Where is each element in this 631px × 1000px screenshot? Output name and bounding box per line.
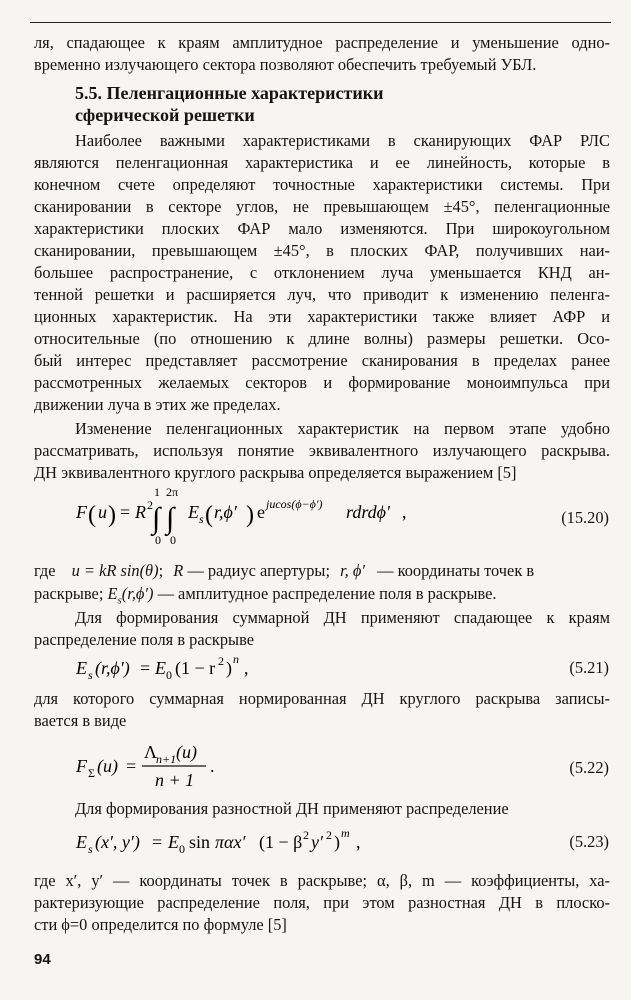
- equation-15-20-svg: [0, 478, 560, 547]
- eq-lhs-arg: u: [98, 502, 107, 522]
- eq-den: n + 1: [155, 770, 195, 790]
- text-line: сканировании в секторе углов, не превышающем ±45°, пеленгационные: [34, 197, 610, 216]
- eq-sin: sin: [189, 832, 211, 852]
- where-word: где: [34, 561, 56, 580]
- eq-lhs-fn: F: [76, 502, 87, 522]
- text-line: тенной решетки и расширяется луч, что приводит к изменению пеленга-: [34, 285, 610, 304]
- eq-E0: E: [168, 832, 179, 852]
- eq-E-sub: s: [88, 842, 93, 856]
- equation-number: (15.20): [561, 508, 609, 527]
- eq-E: E: [188, 502, 199, 522]
- eq-paren: ): [108, 502, 116, 528]
- eq-e: e: [257, 502, 265, 522]
- text-line: движении луча в этих же пределах.: [34, 395, 281, 414]
- eq-open: (1 − β: [259, 832, 303, 852]
- eq-y-exp: 2: [326, 828, 332, 842]
- eq-E0: E: [155, 658, 166, 678]
- text-line: ля, спадающее к краям амплитудное распределение и уменьшение одно-: [34, 33, 610, 52]
- equation-15-20: [0, 478, 631, 547]
- text-line: ДН эквивалентного круглого раскрыва определяется выражением [5]: [34, 463, 517, 482]
- eq-comma: ,: [402, 502, 407, 522]
- eq-dot: .: [210, 756, 215, 776]
- text-line: Для формирования суммарной ДН применяют спадающее к краям: [75, 608, 610, 627]
- section-title-line: сферической решетки: [75, 105, 255, 125]
- text-line: временно излучающего сектора позволяют обеспечить требуемый УБЛ.: [34, 55, 537, 74]
- eq-n-exp: n: [233, 652, 239, 666]
- u-definition: u = kR sin(θ): [71, 561, 159, 580]
- text-line: распределение поля в раскрыве: [34, 630, 254, 649]
- text-line: рассматривать, используя понятие эквивалентного излучающего раскрыва.: [34, 441, 610, 460]
- aperture-text: раскрыве;: [34, 584, 104, 603]
- eq-F: F: [76, 756, 87, 776]
- int2-upper: 2π: [166, 485, 179, 499]
- eq-E-sub: s: [88, 668, 93, 682]
- paragraph-3: [34, 607, 610, 651]
- eq-R: R: [135, 502, 146, 522]
- phi-symbol: ϕ′: [352, 561, 365, 580]
- radius-text: — радиус апертуры;: [187, 561, 331, 580]
- text-line: характеристики плоских ФАР мало изменяются. При широкоугольном: [34, 219, 610, 238]
- coords-text: — координаты точек в: [377, 561, 535, 580]
- text-line: бый интерес представляет рассмотрение сканирования в пределах ранее: [34, 351, 610, 370]
- intro-paragraph: [34, 32, 610, 76]
- equation-5-23-svg: [0, 822, 560, 872]
- text-line: рассмотренных желаемых секторов и формирование моноимпульса при: [34, 373, 610, 392]
- amplitude-text: — амплитудное распределение поля в раскрыве.: [157, 584, 497, 603]
- eq-F-sub: Σ: [88, 766, 95, 780]
- eq-r-exp: 2: [218, 654, 224, 668]
- section-title-line: 5.5. Пеленгационные характеристики: [75, 83, 384, 103]
- eq-comma: ,: [356, 832, 361, 852]
- eq-E: E: [76, 832, 87, 852]
- text-line: для которого суммарная нормированная ДН круглого раскрыва записы-: [34, 689, 610, 708]
- eq-E-sub: s: [199, 512, 204, 526]
- page-number: 94: [34, 951, 51, 968]
- eq-tail: rdrdϕ′: [346, 502, 390, 522]
- text-line: относительные (по отношению к длине волны) размеры решетки. Осо-: [34, 329, 610, 348]
- eq-equals: =: [120, 502, 131, 522]
- paragraph-4: [34, 688, 610, 732]
- text-line: большее распространение, с отклонением луча уменьшается КНД ан-: [34, 263, 610, 282]
- where-line-1: [34, 560, 610, 582]
- Es-args: (r,ϕ′): [121, 584, 154, 603]
- paragraph-2: [34, 418, 610, 484]
- paragraph-5: [34, 798, 610, 820]
- eq-m-exp: m: [341, 826, 350, 840]
- eq-num: Λ: [144, 742, 158, 762]
- equation-5-22: [0, 736, 631, 796]
- text-line: сканировании, превышающем ±45°, в плоских ФАР, получивших наи-: [34, 241, 610, 260]
- text-line: Для формирования разностной ДН применяют распределение: [75, 799, 509, 818]
- Es-sub: s: [117, 594, 122, 607]
- eq-paren: (: [205, 502, 213, 528]
- int2-lower: 0: [170, 533, 176, 547]
- eq-equals: =: [140, 658, 151, 678]
- text-line: сти ϕ=0 определится по формуле [5]: [34, 915, 287, 934]
- text-line: вается в виде: [34, 711, 127, 730]
- equation-5-22-svg: [0, 736, 560, 796]
- eq-y: y′: [311, 832, 323, 852]
- text-line: где x′, y′ — координаты точек в раскрыве; α, β, m — коэффициенты, ха-: [34, 871, 610, 890]
- eq-arg: παx′: [215, 832, 246, 852]
- eq-comma: ,: [244, 658, 249, 678]
- text-line: являются пеленгационная характеристика и ее линейность, которые в: [34, 153, 610, 172]
- eq-equals: =: [152, 832, 163, 852]
- eq-args: (x′, y′): [95, 832, 140, 852]
- eq-equals: =: [126, 756, 137, 776]
- text-line: Изменение пеленгационных характеристик на первом этапе удобно: [75, 419, 610, 438]
- eq-close: ): [334, 832, 340, 852]
- eq-args: (r,ϕ′): [95, 658, 130, 678]
- eq-close: ): [226, 658, 232, 678]
- equation-number: (5.23): [569, 832, 609, 851]
- eq-E0-sub: 0: [166, 668, 172, 682]
- eq-b-exp: 2: [303, 828, 309, 842]
- text-line: ционных характеристик. На эти характеристики также влияет АФР и: [34, 307, 610, 326]
- text-line: конечном счете определяют точностные характеристики системы. При: [34, 175, 610, 194]
- equation-number: (5.21): [569, 658, 609, 677]
- eq-paren: (: [88, 502, 96, 528]
- eq-E: E: [76, 658, 87, 678]
- text-line: рактеризующие распределение поля, при этом разностная ДН в плоско-: [34, 893, 610, 912]
- eq-exp: jucos(ϕ−ϕ′): [266, 497, 323, 511]
- int1-upper: 1: [154, 485, 160, 499]
- eq-num-arg: (u): [176, 742, 197, 762]
- integral-sign-2: ∫: [166, 502, 175, 535]
- eq-E0-sub: 0: [179, 842, 185, 856]
- r-symbol: r,: [340, 561, 349, 580]
- eq-num-sub: n+1: [156, 752, 177, 766]
- running-header-rule: [30, 22, 611, 23]
- eq-paren: (1 − r: [175, 658, 216, 678]
- R-symbol: R: [173, 561, 184, 580]
- eq-R-exp: 2: [147, 498, 153, 512]
- text-line: Наиболее важными характеристиками в сканирующих ФАР РЛС: [75, 131, 610, 150]
- eq-paren: ): [246, 502, 254, 528]
- paragraph-6: [34, 870, 610, 936]
- eq-args: r,ϕ′: [214, 502, 237, 522]
- paragraph-1: [34, 130, 610, 416]
- eq-arg: (u): [97, 756, 118, 776]
- equation-number: (5.22): [569, 758, 609, 777]
- int1-lower: 0: [155, 533, 161, 547]
- integral-sign-1: ∫: [152, 502, 161, 535]
- Es-symbol: E: [107, 584, 118, 603]
- semicolon: ;: [158, 561, 164, 580]
